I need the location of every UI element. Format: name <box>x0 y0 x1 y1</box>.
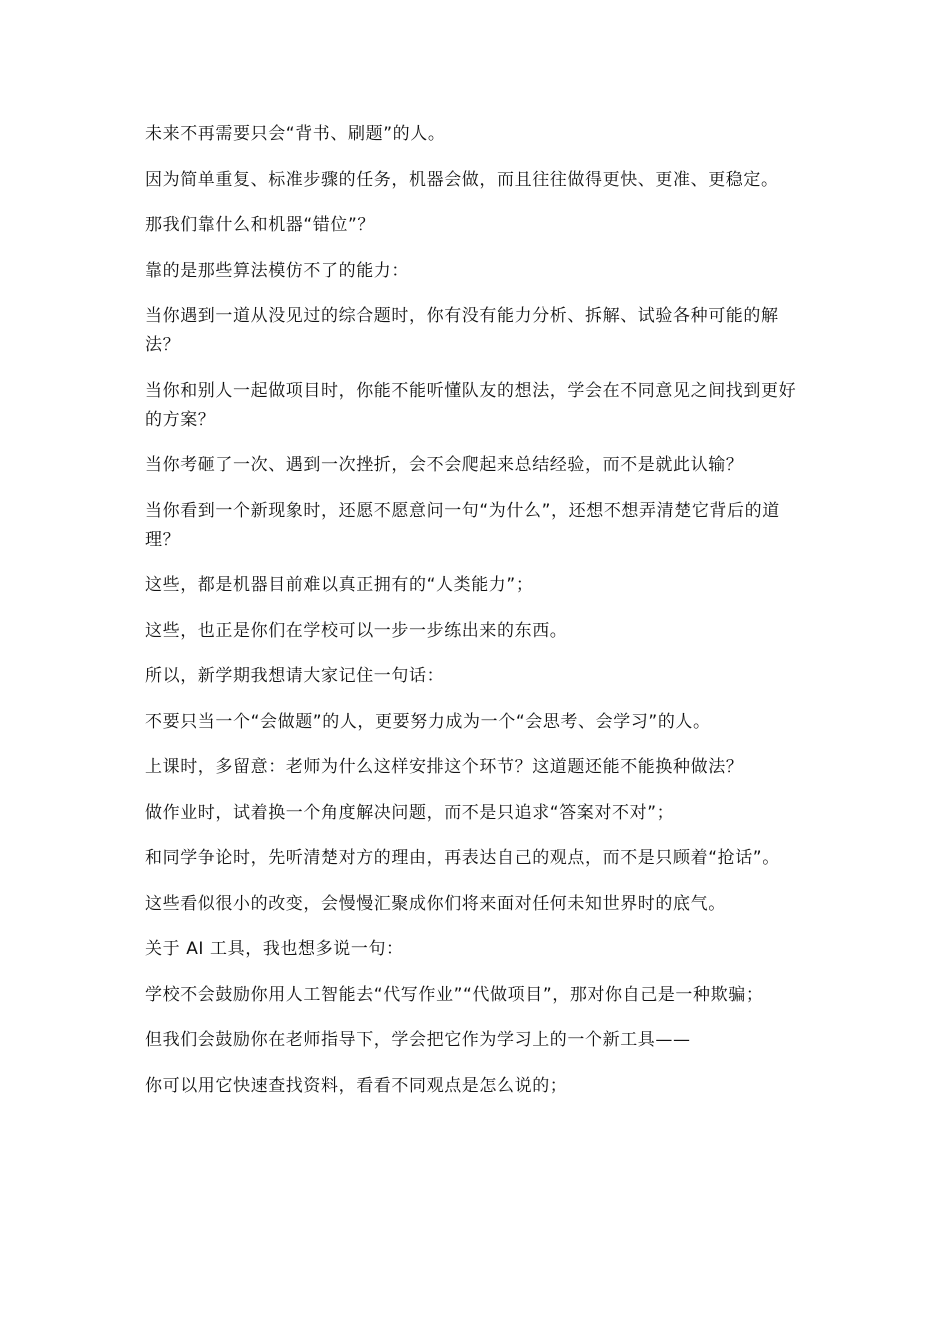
paragraph: 当你考砸了一次、遇到一次挫折，会不会爬起来总结经验，而不是就此认输？ <box>145 455 744 475</box>
paragraph: 不要只当一个“会做题”的人，更要努力成为一个“会思考、会学习”的人。 <box>145 711 711 732</box>
paragraph: 因为简单重复、标准步骤的任务，机器会做，而且往往做得更快、更准、更稳定。 <box>145 169 779 190</box>
paragraph: 关于 AI 工具，我也想多说一句： <box>145 939 404 959</box>
paragraph: 上课时，多留意：老师为什么这样安排这个环节？这道题还能不能换种做法？ <box>145 757 744 777</box>
paragraph: 当你遇到一道从没见过的综合题时，你有没有能力分析、拆解、试验各种可能的解法？ <box>145 306 779 355</box>
paragraph: 这些，也正是你们在学校可以一步一步练出来的东西。 <box>145 620 568 641</box>
paragraph: 靠的是那些算法模仿不了的能力： <box>145 260 409 281</box>
paragraph: 但我们会鼓励你在老师指导下，学会把它作为学习上的一个新工具—— <box>145 1030 691 1050</box>
paragraph: 所以，新学期我想请大家记住一句话： <box>145 666 445 686</box>
paragraph: 做作业时，试着换一个角度解决问题，而不是只追求“答案对不对”； <box>145 802 675 823</box>
paragraph: 你可以用它快速查找资料，看看不同观点是怎么说的； <box>145 1075 568 1096</box>
paragraph: 未来不再需要只会“背书、刷题”的人。 <box>145 124 446 144</box>
document-body <box>145 120 805 1117</box>
paragraph: 和同学争论时，先听清楚对方的理由，再表达自己的观点，而不是只顾着“抢话”。 <box>145 848 780 868</box>
paragraph: 这些看似很小的改变，会慢慢汇聚成你们将来面对任何未知世界时的底气。 <box>145 893 726 914</box>
paragraph: 这些，都是机器目前难以真正拥有的“人类能力”； <box>145 575 534 595</box>
paragraph: 学校不会鼓励你用人工智能去“代写作业”“代做项目”，那对你自己是一种欺骗； <box>145 984 764 1005</box>
paragraph: 当你看到一个新现象时，还愿不愿意问一句“为什么”，还想不想弄清楚它背后的道理？ <box>145 500 780 550</box>
paragraph: 当你和别人一起做项目时，你能不能听懂队友的想法，学会在不同意见之间找到更好的方案？ <box>145 380 797 430</box>
paragraph: 那我们靠什么和机器“错位”？ <box>145 215 376 235</box>
